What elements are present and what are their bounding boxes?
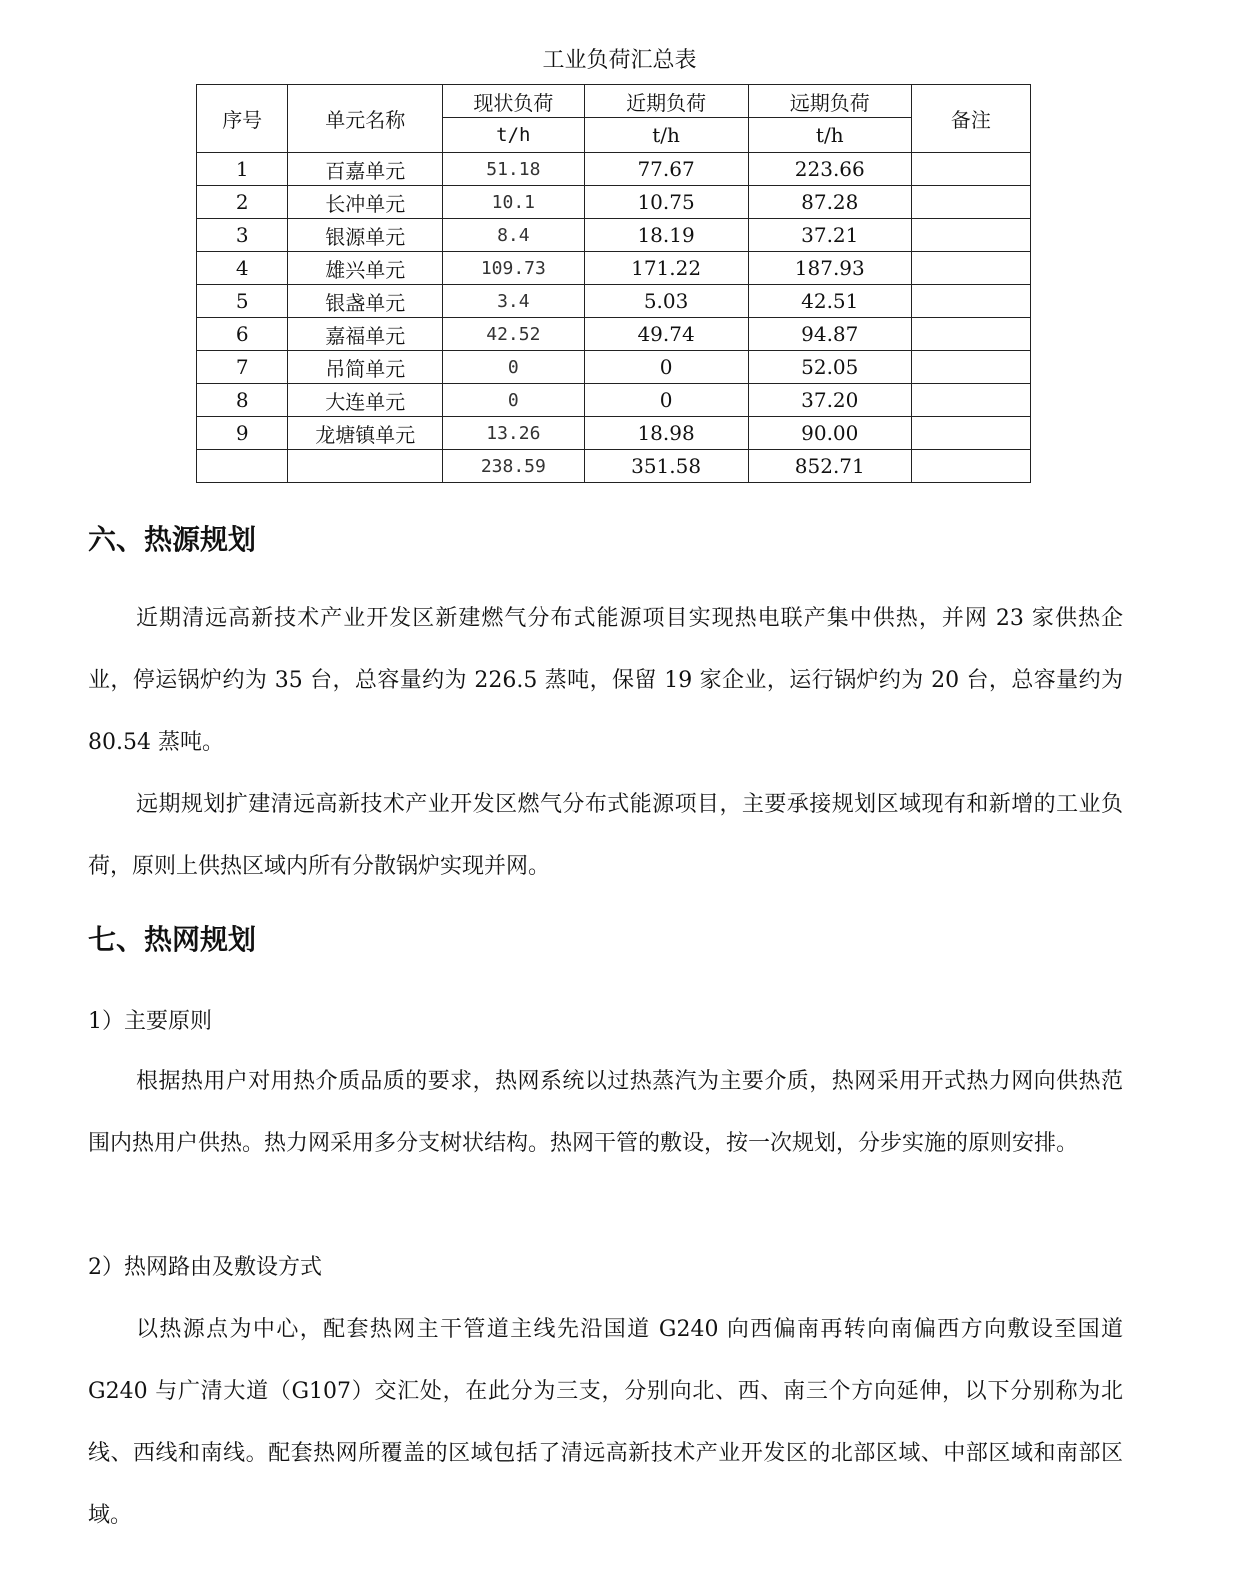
cell-seq: 2 xyxy=(197,186,288,219)
unit-current: t/h xyxy=(443,118,584,153)
header-far: 远期负荷 xyxy=(748,85,911,118)
cell-far: 87.28 xyxy=(748,186,911,219)
cell-far: 90.00 xyxy=(748,417,911,450)
table-row xyxy=(197,384,1031,417)
table-row xyxy=(197,186,1031,219)
unit-far: t/h xyxy=(748,118,911,153)
header-note: 备注 xyxy=(911,85,1030,153)
table-row xyxy=(197,285,1031,318)
cell-far: 223.66 xyxy=(748,153,911,186)
cell-name: 大连单元 xyxy=(288,384,443,417)
cell-name: 吊简单元 xyxy=(288,351,443,384)
cell-near: 0 xyxy=(584,351,748,384)
cell-name: 银源单元 xyxy=(288,219,443,252)
total-name xyxy=(288,450,443,483)
total-seq xyxy=(197,450,288,483)
cell-current: 0 xyxy=(443,351,584,384)
total-current: 238.59 xyxy=(443,450,584,483)
cell-note xyxy=(911,186,1030,219)
cell-name: 百嘉单元 xyxy=(288,153,443,186)
cell-seq: 1 xyxy=(197,153,288,186)
cell-current: 3.4 xyxy=(443,285,584,318)
header-near: 近期负荷 xyxy=(584,85,748,118)
cell-seq: 8 xyxy=(197,384,288,417)
cell-far: 42.51 xyxy=(748,285,911,318)
table-row xyxy=(197,252,1031,285)
cell-note xyxy=(911,153,1030,186)
cell-far: 52.05 xyxy=(748,351,911,384)
cell-current: 13.26 xyxy=(443,417,584,450)
cell-name: 嘉福单元 xyxy=(288,318,443,351)
cell-near: 10.75 xyxy=(584,186,748,219)
cell-note xyxy=(911,252,1030,285)
cell-near: 18.98 xyxy=(584,417,748,450)
cell-name: 龙塘镇单元 xyxy=(288,417,443,450)
cell-seq: 7 xyxy=(197,351,288,384)
table-row xyxy=(197,219,1031,252)
cell-note xyxy=(911,318,1030,351)
cell-note xyxy=(911,384,1030,417)
cell-near: 171.22 xyxy=(584,252,748,285)
cell-seq: 6 xyxy=(197,318,288,351)
cell-note xyxy=(911,285,1030,318)
cell-note xyxy=(911,219,1030,252)
cell-name: 银盏单元 xyxy=(288,285,443,318)
cell-note xyxy=(911,417,1030,450)
section-7-subheading-1: 1）主要原则 xyxy=(88,1009,212,1034)
cell-current: 8.4 xyxy=(443,219,584,252)
table-row xyxy=(197,153,1031,186)
section-6-paragraph-2: 远期规划扩建清远高新技术产业开发区燃气分布式能源项目，主要承接规划区域现有和新增的工业负荷，原则上供热区域内所有分散锅炉实现并网。 xyxy=(88,792,1123,879)
section-6-paragraph-1: 近期清远高新技术产业开发区新建燃气分布式能源项目实现热电联产集中供热，并网 23 家供热企业，停运锅炉约为 35 台，总容量约为 226.5 蒸吨，保留 19 家企业，运行锅炉约为 20 台，总容量约为 80.54 蒸吨。 xyxy=(88,606,1123,755)
table-row xyxy=(197,417,1031,450)
cell-near: 77.67 xyxy=(584,153,748,186)
total-near: 351.58 xyxy=(584,450,748,483)
header-current: 现状负荷 xyxy=(443,85,584,118)
cell-seq: 9 xyxy=(197,417,288,450)
cell-current: 10.1 xyxy=(443,186,584,219)
section-7-heading: 七、热网规划 xyxy=(88,923,257,956)
section-7-paragraph-2: 以热源点为中心，配套热网主干管道主线先沿国道 G240 向西偏南再转向南偏西方向敷设至国道 G240 与广清大道（G107）交汇处，在此分为三支，分别向北、西、南三个方向延伸，以下分别称为北线、西线和南线。配套热网所覆盖的区域包括了清远高新技术产业开发区的北部区域、中部区域和南部区域。 xyxy=(88,1317,1123,1528)
table-title: 工业负荷汇总表 xyxy=(542,48,697,73)
industrial-load-table xyxy=(196,84,1031,483)
cell-near: 49.74 xyxy=(584,318,748,351)
cell-seq: 5 xyxy=(197,285,288,318)
cell-current: 42.52 xyxy=(443,318,584,351)
cell-near: 5.03 xyxy=(584,285,748,318)
cell-current: 0 xyxy=(443,384,584,417)
cell-current: 109.73 xyxy=(443,252,584,285)
cell-near: 18.19 xyxy=(584,219,748,252)
cell-far: 94.87 xyxy=(748,318,911,351)
section-7-subheading-2: 2）热网路由及敷设方式 xyxy=(88,1255,322,1280)
table-header-row xyxy=(197,85,1031,118)
cell-name: 长冲单元 xyxy=(288,186,443,219)
section-6-heading: 六、热源规划 xyxy=(88,523,257,556)
cell-current: 51.18 xyxy=(443,153,584,186)
unit-near: t/h xyxy=(584,118,748,153)
cell-far: 37.20 xyxy=(748,384,911,417)
section-7-paragraph-1: 根据热用户对用热介质品质的要求，热网系统以过热蒸汽为主要介质，热网采用开式热力网向供热范围内热用户供热。热力网采用多分支树状结构。热网干管的敷设，按一次规划，分步实施的原则安排。 xyxy=(88,1069,1123,1156)
table-row xyxy=(197,318,1031,351)
cell-seq: 4 xyxy=(197,252,288,285)
cell-far: 187.93 xyxy=(748,252,911,285)
cell-name: 雄兴单元 xyxy=(288,252,443,285)
cell-near: 0 xyxy=(584,384,748,417)
cell-seq: 3 xyxy=(197,219,288,252)
header-name: 单元名称 xyxy=(288,85,443,153)
total-note xyxy=(911,450,1030,483)
table-total-row xyxy=(197,450,1031,483)
cell-note xyxy=(911,351,1030,384)
header-seq: 序号 xyxy=(197,85,288,153)
cell-far: 37.21 xyxy=(748,219,911,252)
table-row xyxy=(197,351,1031,384)
total-far: 852.71 xyxy=(748,450,911,483)
